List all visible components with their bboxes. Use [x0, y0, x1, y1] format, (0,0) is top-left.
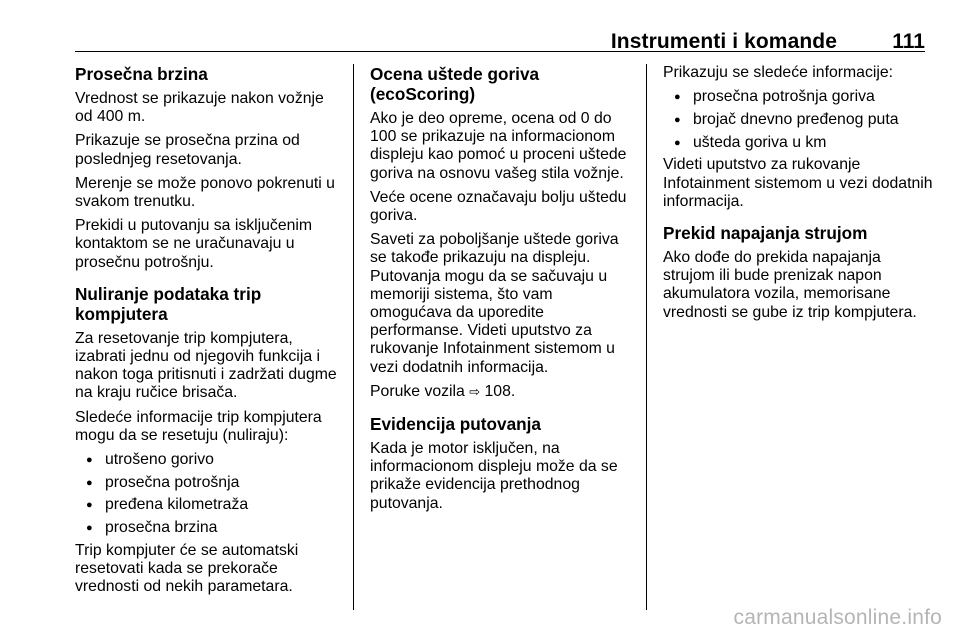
paragraph: Trip kompjuter će se automatski resetovati kada se prekorače vrednosti od nekih parametara. [75, 541, 299, 596]
column-3 [663, 64, 933, 328]
reset-items-list [75, 451, 345, 537]
heading-trip-reset: Nuliranje podataka trip kompjutera [75, 283, 262, 324]
list-item: ● prosečna potrošnja goriva [663, 88, 933, 106]
heading-trip-log: Evidencija putovanja [370, 414, 541, 435]
paragraph: Sledeće informacije trip kompjutera mogu da se resetuju (nuliraju): [75, 408, 322, 444]
paragraph-vehicle-messages [370, 383, 635, 402]
list-item: ● pređena kilometraža [75, 496, 345, 514]
heading-eco-scoring: Ocena uštede goriva (ecoScoring) [370, 64, 540, 104]
paragraph-text: Poruke vozila [370, 382, 470, 400]
paragraph: Kada je motor isključen, na informacionom displeju može da se prikaže evidencija prethodnog putovanja. [370, 440, 618, 512]
paragraph: Ako dođe do prekida napajanja strujom ili bude prenizak napon akumulatora vozila, memorisane vrednosti se gube iz trip kompjutera. [663, 248, 917, 321]
paragraph: Vrednost se prikazuje nakon vožnje od 400 m. [75, 90, 324, 126]
paragraph: Za resetovanje trip kompjutera, izabrati jednu od njegovih funkcija i nakon toga pritisnuti i zadržati dugme na kraju ručice brisača. [75, 329, 337, 402]
column-2 [370, 64, 635, 519]
list-item: ● utrošeno gorivo [75, 451, 345, 469]
paragraph: Prikazuju se sledeće informacije: [663, 64, 894, 81]
paragraph: Saveti za poboljšanje uštede goriva se takođe prikazuju na displeju. Putovanja mogu da se sačuvaju u memoriji sistema, što vam omogućava da uporedite performanse. Videti uputstvo za rukovanje Infotainment sistemom u vezi dodatnih informacija. [370, 231, 619, 376]
paragraph: Merenje se može ponovo pokrenuti u svakom trenutku. [75, 174, 335, 211]
info-items-list [663, 88, 933, 152]
heading-average-speed: Prosečna brzina [75, 64, 208, 84]
paragraph: Ako je deo opreme, ocena od 0 do 100 se prikazuje na informacionom displeju kao pomoć u proceni uštede goriva na osnovu vašeg stila vožnje. [370, 110, 627, 182]
column-divider-2 [646, 64, 647, 610]
paragraph: Veće ocene označavaju bolju uštedu goriva. [370, 188, 627, 225]
header-divider [75, 51, 925, 52]
page-header [75, 18, 925, 53]
paragraph: Videti uputstvo za rukovanje Infotainment sistemom u vezi dodatnih informacija. [663, 156, 933, 210]
watermark: carmanualsonline.info [733, 606, 942, 629]
heading-power-interruption: Prekid napajanja strujom [663, 222, 868, 243]
paragraph: Prikazuje se prosečna przina od poslednjeg resetovanja. [75, 132, 300, 168]
list-item: ● prosečna potrošnja [75, 474, 345, 492]
page-reference: 108. [480, 382, 516, 400]
page-number: 111 [892, 30, 925, 53]
paragraph: Prekidi u putovanju sa isključenim kontaktom se ne uračunavaju u prosečnu potrošnju. [75, 217, 313, 271]
page-title: Instrumenti i komande [610, 30, 837, 53]
page-reference-arrow-icon: ⇨ [469, 384, 481, 400]
list-item: ● brojač dnevno pređenog puta [663, 111, 933, 129]
column-divider-1 [353, 64, 354, 610]
column-1 [75, 64, 345, 602]
list-item: ● prosečna brzina [75, 519, 345, 537]
list-item: ● ušteda goriva u km [663, 134, 933, 152]
